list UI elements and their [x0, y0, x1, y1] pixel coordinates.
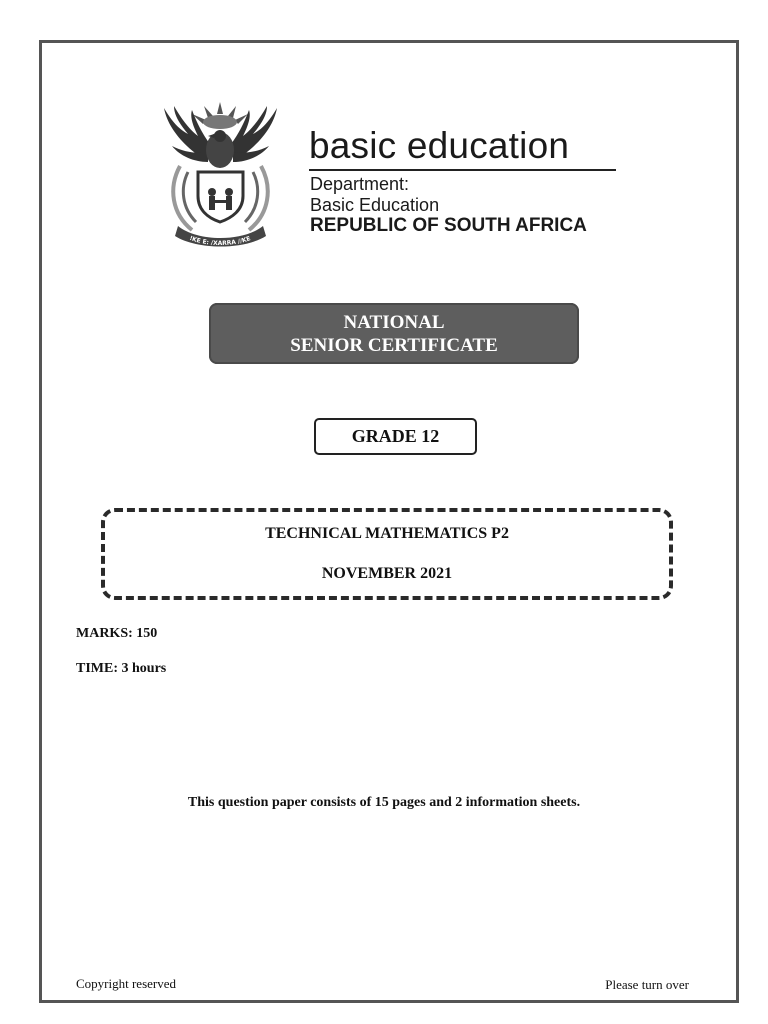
shield [198, 172, 243, 222]
brand-name: basic education [309, 125, 570, 166]
coat-of-arms-icon [158, 100, 283, 248]
marks-info: MARKS: 150 [76, 626, 158, 641]
department-name: Basic Education [310, 195, 440, 215]
crest-motto: !KE E: /XARRA //KE [188, 234, 252, 248]
right-wing [231, 106, 277, 162]
certificate-line-1: NATIONAL [343, 312, 445, 333]
left-wing [164, 106, 210, 162]
time-info: TIME: 3 hours [76, 661, 167, 676]
secretary-bird [206, 130, 234, 168]
country-name: REPUBLIC OF SOUTH AFRICA [310, 215, 587, 236]
department-label: Department: [310, 174, 410, 194]
paper-page-note: This question paper consists of 15 pages and 2 information sheets. [187, 795, 581, 810]
certificate-banner [209, 303, 579, 364]
exam-session: NOVEMBER 2021 [321, 565, 453, 582]
copyright-notice: Copyright reserved [76, 976, 177, 991]
brand-divider [309, 169, 616, 171]
grade-label: GRADE 12 [314, 418, 477, 455]
certificate-line-2: SENIOR CERTIFICATE [290, 335, 498, 356]
subject-title: TECHNICAL MATHEMATICS P2 [265, 525, 509, 542]
sun-rays [192, 102, 248, 129]
subject-frame [101, 508, 673, 600]
turn-over-notice: Please turn over [605, 977, 689, 992]
